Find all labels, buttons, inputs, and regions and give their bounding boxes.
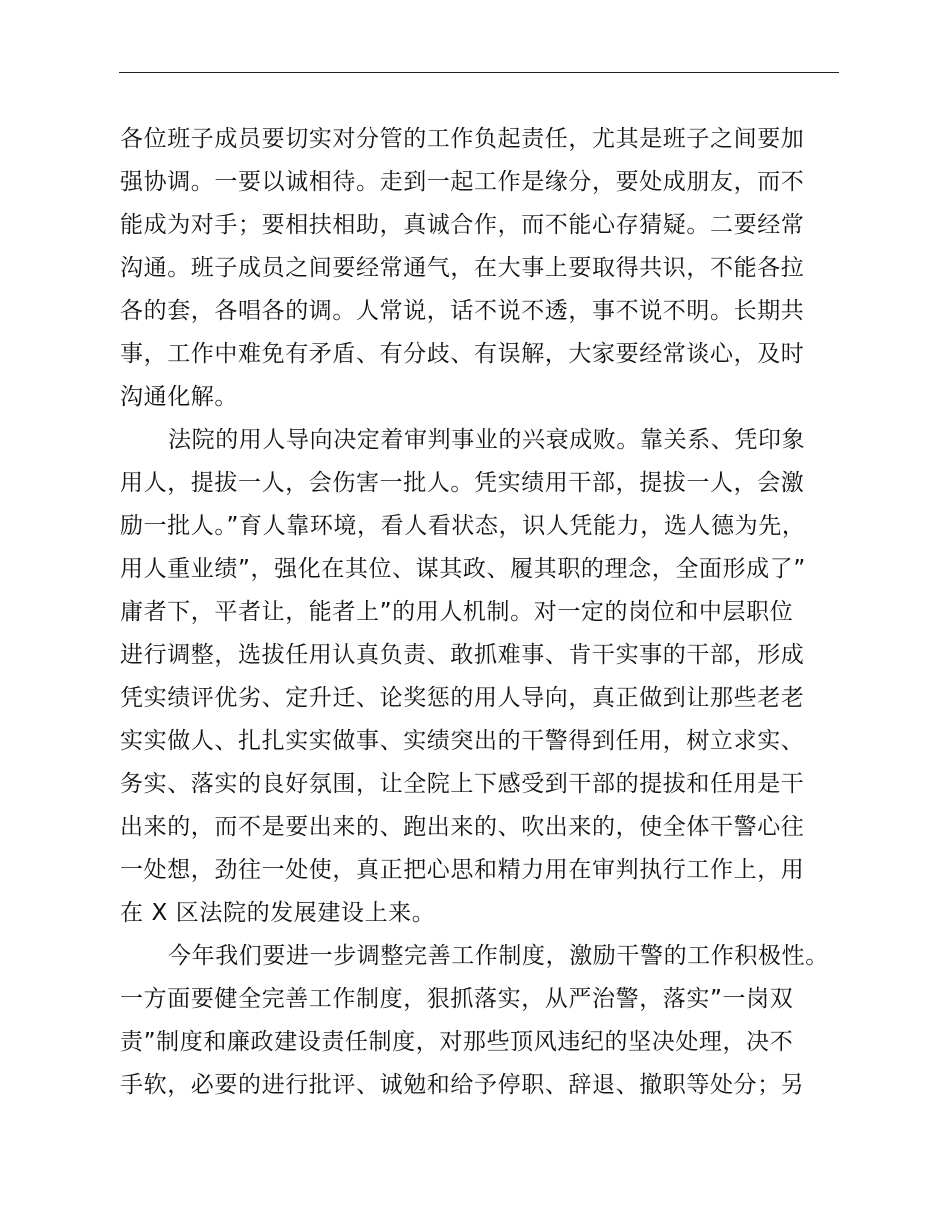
paragraph bbox=[120, 935, 880, 1107]
text-line: 庸者下，平者让，能者上”的用人机制。对一定的岗位和中层职位 bbox=[120, 599, 794, 625]
text-line: 事，工作中难免有矛盾、有分歧、有误解，大家要经常谈心，及时 bbox=[120, 341, 805, 367]
paragraph bbox=[120, 419, 880, 935]
text-line: 一处想，劲往一处使，真正把心思和精力用在审判执行工作上，用 bbox=[120, 857, 805, 883]
text-line: 沟通化解。 bbox=[120, 384, 238, 410]
text-line: 在 X 区法院的发展建设上来。 bbox=[120, 900, 436, 926]
text-line: 实实做人、扎扎实实做事、实绩突出的干警得到任用，树立求实、 bbox=[120, 728, 805, 754]
text-line: 一方面要健全完善工作制度，狠抓落实，从严治警，落实”一岗双 bbox=[120, 986, 794, 1012]
text-line: 务实、落实的良好氛围，让全院上下感受到干部的提拔和任用是干 bbox=[120, 771, 805, 797]
text-line: 各的套，各唱各的调。人常说，话不说不透，事不说不明。长期共 bbox=[120, 298, 805, 324]
text-line: 责”制度和廉政建设责任制度，对那些顶风违纪的坚决处理，决不 bbox=[120, 1029, 794, 1055]
text-line: 法院的用人导向决定着审判事业的兴衰成败。靠关系、凭印象 bbox=[168, 427, 806, 453]
text-line: 凭实绩评优劣、定升迁、论奖惩的用人导向，真正做到让那些老老 bbox=[120, 685, 805, 711]
text-line: 用人重业绩”，强化在其位、谋其政、履其职的理念，全面形成了” bbox=[120, 556, 806, 582]
text-line: 今年我们要进一步调整完善工作制度，激励干警的工作积极性。 bbox=[168, 943, 829, 969]
text-line: 用人，提拔一人，会伤害一批人。凭实绩用干部，提拔一人，会激 bbox=[120, 470, 805, 496]
text-line: 各位班子成员要切实对分管的工作负起责任，尤其是班子之间要加 bbox=[120, 126, 805, 152]
text-line: 出来的，而不是要出来的、跑出来的、吹出来的，使全体干警心往 bbox=[120, 814, 805, 840]
header-rule bbox=[119, 72, 839, 73]
document-body bbox=[120, 118, 880, 1107]
text-line: 强协调。一要以诚相待。走到一起工作是缘分，要处成朋友，而不 bbox=[120, 169, 805, 195]
text-line: 沟通。班子成员之间要经常通气，在大事上要取得共识，不能各拉 bbox=[120, 255, 805, 281]
text-line: 手软，必要的进行批评、诚勉和给予停职、辞退、撤职等处分；另 bbox=[120, 1072, 805, 1098]
text-line: 能成为对手；要相扶相助，真诚合作，而不能心存猜疑。二要经常 bbox=[120, 212, 805, 238]
text-line: 进行调整，选拔任用认真负责、敢抓难事、肯干实事的干部，形成 bbox=[120, 642, 805, 668]
paragraph bbox=[120, 118, 880, 419]
text-line: 励一批人。”育人靠环境，看人看状态，识人凭能力，选人德为先， bbox=[120, 513, 806, 539]
